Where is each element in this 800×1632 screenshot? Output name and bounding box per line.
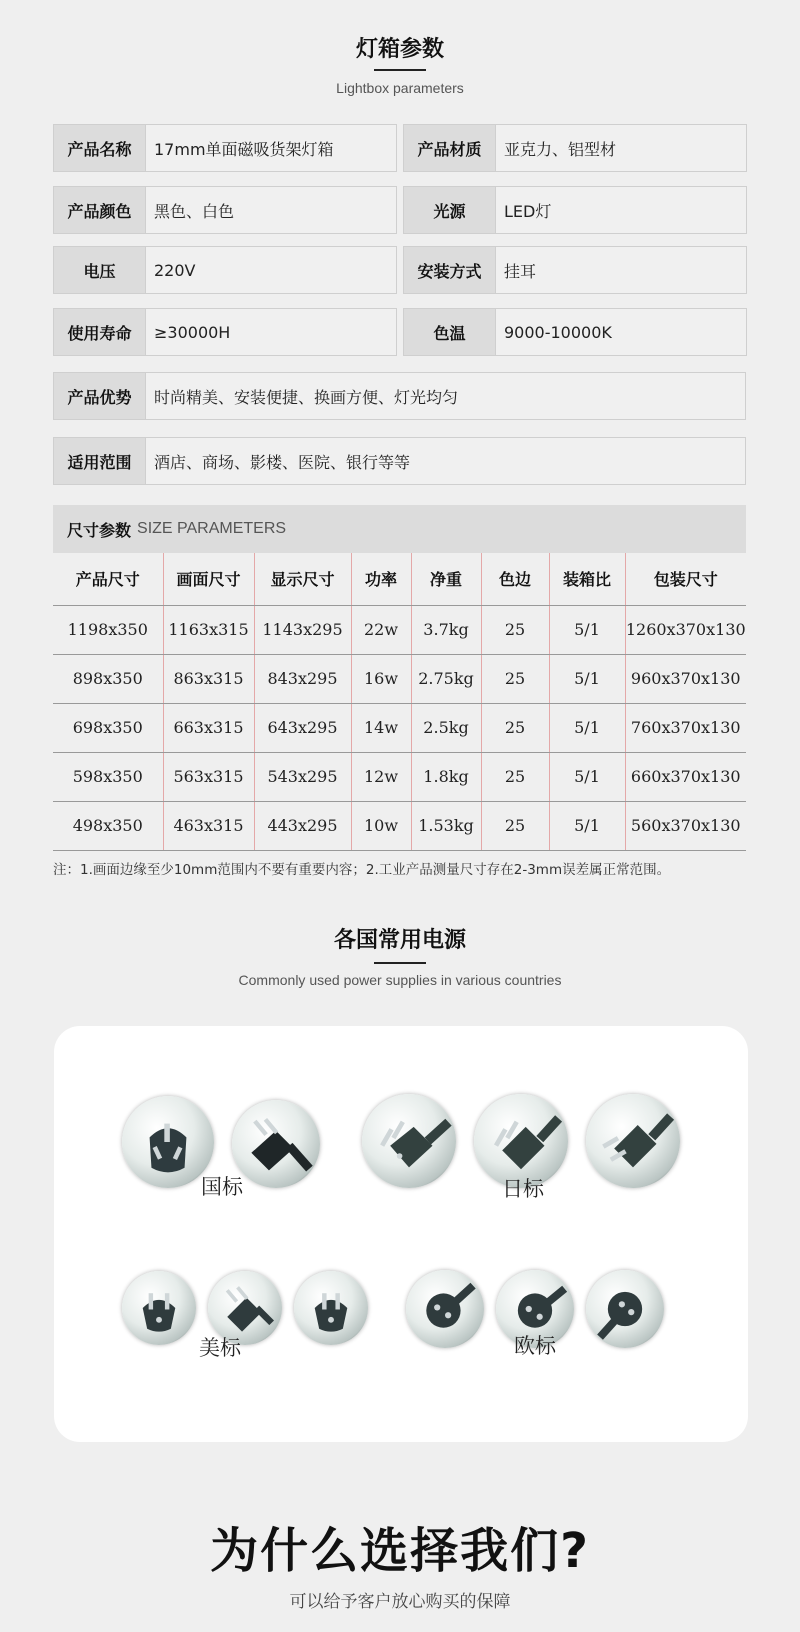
param-advantages: [53, 372, 746, 420]
param-value: 挂耳: [504, 261, 537, 281]
eu-schuko-plug-icon: [586, 1270, 664, 1348]
us-three-pin-plug-icon: [294, 1271, 368, 1345]
column-header: 显示尺寸: [254, 553, 351, 605]
power-subtitle: Commonly used power supplies in various countries: [238, 972, 562, 988]
table-cell: 498x350: [53, 801, 163, 850]
table-cell: 25: [481, 703, 549, 752]
us-three-pin-plug-icon: [122, 1271, 196, 1345]
param-value: LED灯: [504, 201, 552, 221]
param-light-source: [403, 186, 747, 234]
table-cell: 25: [481, 654, 549, 703]
size-table: [53, 553, 746, 851]
param-color: [53, 186, 397, 234]
table-cell: 543x295: [254, 752, 351, 801]
param-application: [53, 437, 746, 485]
table-cell: 2.75kg: [411, 654, 481, 703]
cn-two-pin-plug-icon: [232, 1100, 320, 1188]
param-value: 9000-10000K: [504, 322, 612, 342]
size-note: 注：1.画面边缘至少10mm范围内不要有重要内容；2.工业产品测量尺寸存在2-3mm误差属正常范围。: [53, 862, 671, 878]
table-cell: 863x315: [163, 654, 254, 703]
param-product-name: [53, 124, 397, 172]
table-cell: 12w: [351, 752, 411, 801]
table-cell: 598x350: [53, 752, 163, 801]
plug-card: [54, 1026, 748, 1442]
column-header: 画面尺寸: [163, 553, 254, 605]
column-header: 产品尺寸: [53, 553, 163, 605]
param-label: 色温: [404, 309, 496, 355]
param-label: 安装方式: [404, 247, 496, 293]
table-cell: 660x370x130: [625, 752, 746, 801]
size-params-title-cn: 尺寸参数: [67, 520, 132, 540]
table-cell: 663x315: [163, 703, 254, 752]
table-cell: 898x350: [53, 654, 163, 703]
eu-schuko-plug-icon: [406, 1270, 484, 1348]
column-header: 包装尺寸: [625, 553, 746, 605]
table-row: [53, 752, 746, 801]
table-row: [53, 801, 746, 850]
table-cell: 5/1: [549, 605, 625, 654]
param-label: 使用寿命: [54, 309, 146, 355]
param-color-temperature: [403, 308, 747, 356]
table-cell: 25: [481, 605, 549, 654]
table-cell: 463x315: [163, 801, 254, 850]
param-label: 电压: [54, 247, 146, 293]
table-cell: 25: [481, 752, 549, 801]
size-params-title-en: SIZE PARAMETERS: [137, 520, 287, 537]
plug-group-label: 国标: [201, 1175, 243, 1199]
param-label: 产品优势: [54, 373, 146, 419]
plug-group-label: 美标: [199, 1336, 241, 1360]
lightbox-title: 灯箱参数: [355, 37, 444, 62]
table-cell: 563x315: [163, 752, 254, 801]
table-cell: 5/1: [549, 703, 625, 752]
table-row: [53, 703, 746, 752]
table-row: [53, 605, 746, 654]
column-header: 功率: [351, 553, 411, 605]
param-value: 220V: [154, 260, 196, 280]
table-cell: 760x370x130: [625, 703, 746, 752]
table-cell: 3.7kg: [411, 605, 481, 654]
table-cell: 1198x350: [53, 605, 163, 654]
table-cell: 1.8kg: [411, 752, 481, 801]
param-value: 酒店、商场、影楼、医院、银行等等: [154, 452, 411, 472]
plug-group-label: 欧标: [514, 1334, 556, 1358]
column-header: 装箱比: [549, 553, 625, 605]
table-cell: 443x295: [254, 801, 351, 850]
table-cell: 22w: [351, 605, 411, 654]
param-value: 亚克力、铝型材: [504, 139, 617, 159]
table-cell: 698x350: [53, 703, 163, 752]
param-label: 产品名称: [54, 125, 146, 171]
param-value: 黑色、白色: [154, 201, 235, 221]
param-install-method: [403, 246, 747, 294]
param-label: 光源: [404, 187, 496, 233]
param-value: 17mm单面磁吸货架灯箱: [154, 139, 334, 159]
table-cell: 16w: [351, 654, 411, 703]
param-label: 适用范围: [54, 438, 146, 484]
table-cell: 25: [481, 801, 549, 850]
lightbox-subtitle: Lightbox parameters: [336, 80, 464, 96]
param-lifespan: [53, 308, 397, 356]
column-header: 色边: [481, 553, 549, 605]
column-header: 净重: [411, 553, 481, 605]
table-cell: 560x370x130: [625, 801, 746, 850]
param-value: 时尚精美、安装便捷、换画方便、灯光均匀: [154, 387, 459, 407]
table-cell: 2.5kg: [411, 703, 481, 752]
power-title: 各国常用电源: [333, 928, 466, 953]
table-cell: 1143x295: [254, 605, 351, 654]
lightbox-title-underline: [374, 69, 426, 71]
table-cell: 10w: [351, 801, 411, 850]
table-cell: 643x295: [254, 703, 351, 752]
table-cell: 843x295: [254, 654, 351, 703]
jp-three-pin-plug-icon: [362, 1094, 456, 1188]
why-subtitle: 可以给予客户放心购买的保障: [289, 1592, 511, 1612]
plug-group-label: 日标: [502, 1177, 544, 1201]
jp-two-pin-plug-icon: [586, 1094, 680, 1188]
param-label: 产品材质: [404, 125, 496, 171]
table-cell: 1260x370x130: [625, 605, 746, 654]
param-voltage: [53, 246, 397, 294]
param-value: ≥30000H: [154, 322, 231, 342]
table-cell: 1163x315: [163, 605, 254, 654]
why-title: 为什么选择我们?: [210, 1523, 590, 1579]
table-cell: 14w: [351, 703, 411, 752]
table-cell: 5/1: [549, 654, 625, 703]
table-header-row: [53, 553, 746, 605]
table-cell: 960x370x130: [625, 654, 746, 703]
table-row: [53, 654, 746, 703]
power-title-underline: [374, 962, 426, 964]
table-cell: 5/1: [549, 801, 625, 850]
table-cell: 1.53kg: [411, 801, 481, 850]
param-label: 产品颜色: [54, 187, 146, 233]
param-material: [403, 124, 747, 172]
table-cell: 5/1: [549, 752, 625, 801]
size-params-header: [53, 505, 746, 553]
